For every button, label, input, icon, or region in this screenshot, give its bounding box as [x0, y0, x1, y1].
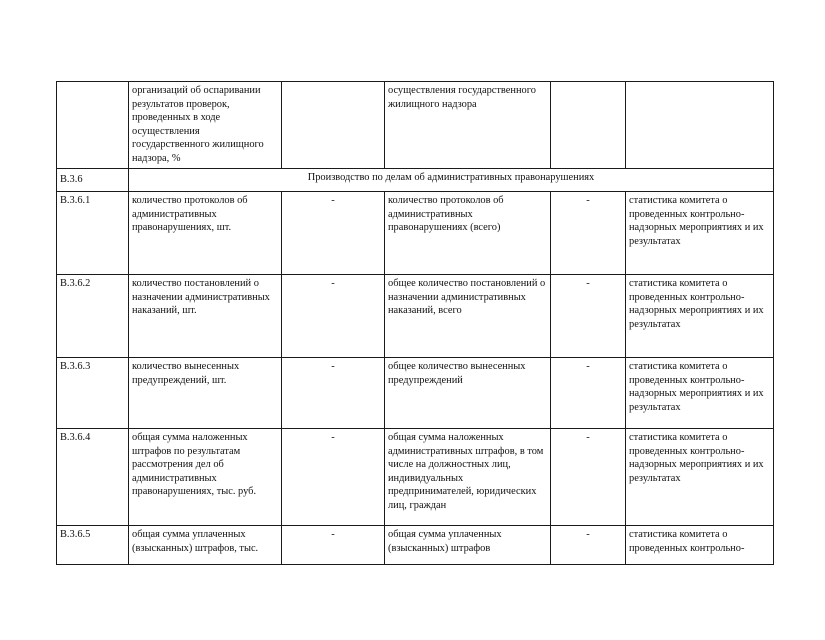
source-cell: статистика комитета о проведенных контрольно-надзорных мероприятиях и их результатах	[626, 358, 774, 429]
base-value-cell: -	[551, 526, 626, 565]
source-cell	[626, 82, 774, 169]
indicator-cell: количество постановлений о назначении административных наказаний, шт.	[129, 275, 282, 358]
base-value-cell: -	[551, 192, 626, 275]
table-row	[57, 275, 774, 358]
code-cell: В.3.6.4	[57, 429, 129, 526]
table-row	[57, 526, 774, 565]
code-cell: В.3.6.1	[57, 192, 129, 275]
source-cell: статистика комитета о проведенных контрольно-надзорных мероприятиях и их результатах	[626, 275, 774, 358]
base-value-cell: -	[551, 275, 626, 358]
table-row	[57, 358, 774, 429]
target-cell: -	[282, 429, 385, 526]
source-cell: статистика комитета о проведенных контрольно-надзорных мероприятиях и их результатах	[626, 192, 774, 275]
code-cell	[57, 82, 129, 169]
base-cell: общее количество вынесенных предупреждений	[385, 358, 551, 429]
indicator-cell: общая сумма наложенных штрафов по результатам рассмотрения дел об административных правонарушениях, тыс. руб.	[129, 429, 282, 526]
base-value-cell	[551, 82, 626, 169]
indicators-table	[56, 81, 774, 565]
target-cell: -	[282, 275, 385, 358]
base-cell: количество протоколов об административных правонарушениях (всего)	[385, 192, 551, 275]
source-cell: статистика комитета о проведенных контрольно-надзорных мероприятиях и их результатах	[626, 429, 774, 526]
code-cell: В.3.6.3	[57, 358, 129, 429]
section-code-cell: В.3.6	[57, 169, 129, 192]
indicator-cell: количество протоколов об административных правонарушениях, шт.	[129, 192, 282, 275]
code-cell: В.3.6.5	[57, 526, 129, 565]
target-cell: -	[282, 358, 385, 429]
table-row	[57, 192, 774, 275]
base-cell: общая сумма наложенных административных штрафов, в том числе на должностных лиц, индивидуальных предпринимателей, юридических лиц, граждан	[385, 429, 551, 526]
source-cell: статистика комитета о проведенных контрольно-	[626, 526, 774, 565]
base-value-cell: -	[551, 358, 626, 429]
target-cell: -	[282, 192, 385, 275]
target-cell: -	[282, 526, 385, 565]
table-row-section	[57, 169, 774, 192]
base-value-cell: -	[551, 429, 626, 526]
section-title: Производство по делам об административных правонарушениях	[129, 169, 774, 192]
code-cell: В.3.6.2	[57, 275, 129, 358]
table-row	[57, 429, 774, 526]
table-row-continued	[57, 82, 774, 169]
indicator-cell: общая сумма уплаченных (взысканных) штрафов, тыс.	[129, 526, 282, 565]
indicator-cell: организаций об оспаривании результатов проверок, проведенных в ходе осуществления государственного жилищного надзора, %	[129, 82, 282, 169]
target-cell	[282, 82, 385, 169]
indicator-cell: количество вынесенных предупреждений, шт.	[129, 358, 282, 429]
base-cell: общее количество постановлений о назначении административных наказаний, всего	[385, 275, 551, 358]
base-cell: общая сумма уплаченных (взысканных) штрафов	[385, 526, 551, 565]
base-cell: осуществления государственного жилищного надзора	[385, 82, 551, 169]
